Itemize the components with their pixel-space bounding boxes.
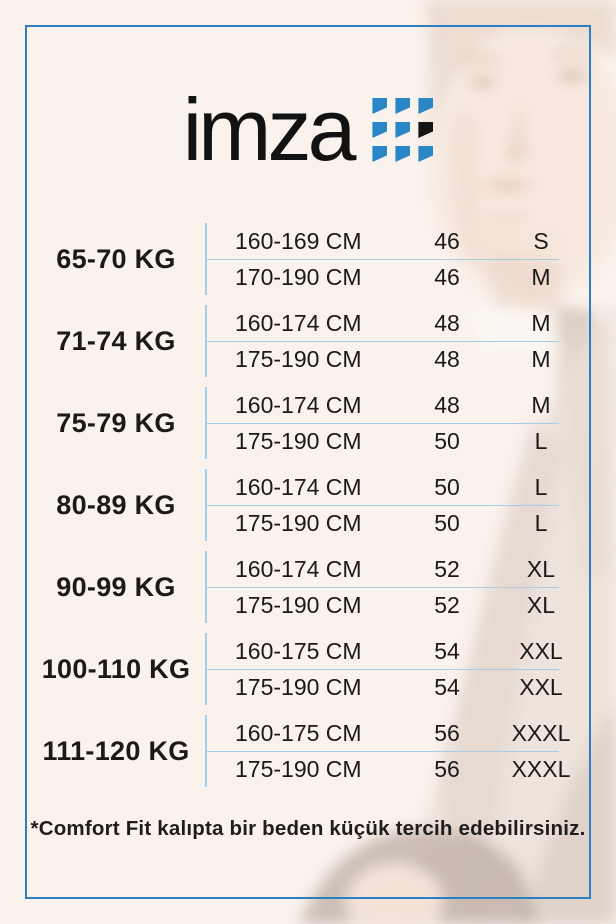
weight-group <box>27 633 589 705</box>
group-rows <box>205 633 589 705</box>
size-number: 46 <box>434 263 460 290</box>
size-number: 46 <box>434 227 460 254</box>
size-number: 48 <box>434 309 460 336</box>
logo-tile-icon <box>372 146 387 162</box>
logo-tile-icon <box>372 122 387 138</box>
size-letter: L <box>534 427 548 454</box>
group-rows <box>205 223 589 295</box>
row-divider <box>207 587 559 588</box>
row-divider <box>207 669 559 670</box>
size-letter: XXXL <box>511 755 571 782</box>
size-number: 52 <box>434 591 460 618</box>
group-rows <box>205 551 589 623</box>
brand-logo-tiles-icon <box>372 98 433 162</box>
size-number: 54 <box>434 673 460 700</box>
height-range: 175-190 CM <box>235 673 362 700</box>
size-number: 50 <box>434 473 460 500</box>
logo-tile-icon <box>418 146 433 162</box>
size-letter: M <box>531 345 551 372</box>
size-number: 56 <box>434 755 460 782</box>
logo-tile-icon <box>395 146 410 162</box>
size-number: 52 <box>434 555 460 582</box>
size-letter: S <box>533 227 549 254</box>
size-number: 48 <box>434 345 460 372</box>
size-row <box>207 305 589 341</box>
size-row <box>207 505 589 541</box>
row-divider <box>207 751 559 752</box>
size-letter: L <box>534 473 548 500</box>
height-range: 160-169 CM <box>235 227 362 254</box>
weight-range-label: 71-74 KG <box>56 325 176 356</box>
size-row <box>207 633 589 669</box>
weight-range-label: 65-70 KG <box>56 243 176 274</box>
size-number: 50 <box>434 427 460 454</box>
size-row <box>207 715 589 751</box>
size-number: 56 <box>434 719 460 746</box>
size-number: 48 <box>434 391 460 418</box>
weight-range-label: 80-89 KG <box>56 489 176 520</box>
size-letter: M <box>531 263 551 290</box>
logo-tile-icon <box>395 122 410 138</box>
size-letter: M <box>531 309 551 336</box>
weight-group <box>27 715 589 787</box>
height-range: 175-190 CM <box>235 591 362 618</box>
group-rows <box>205 469 589 541</box>
group-rows <box>205 387 589 459</box>
comfort-fit-note: *Comfort Fit kalıpta bir beden küçük tercih edebilirsiniz. <box>30 817 586 840</box>
border-frame <box>25 25 591 899</box>
brand-logo <box>182 80 434 180</box>
size-row <box>207 387 589 423</box>
size-chart-table <box>27 223 589 787</box>
logo-tile-icon <box>418 122 433 138</box>
weight-range-label: 75-79 KG <box>56 407 176 438</box>
size-letter: XL <box>526 555 556 582</box>
size-number: 50 <box>434 509 460 536</box>
height-range: 175-190 CM <box>235 755 362 782</box>
weight-group <box>27 469 589 541</box>
size-letter: XXXL <box>511 719 571 746</box>
weight-range-label: 111-120 KG <box>42 735 190 766</box>
size-row <box>207 259 589 295</box>
logo-tile-icon <box>418 98 433 114</box>
row-divider <box>207 259 559 260</box>
size-letter: XL <box>526 591 556 618</box>
height-range: 160-175 CM <box>235 719 362 746</box>
height-range: 160-175 CM <box>235 637 362 664</box>
weight-group <box>27 551 589 623</box>
size-row <box>207 751 589 787</box>
height-range: 160-174 CM <box>235 473 362 500</box>
weight-group <box>27 387 589 459</box>
height-range: 160-174 CM <box>235 391 362 418</box>
height-range: 160-174 CM <box>235 555 362 582</box>
size-row <box>207 423 589 459</box>
logo-tile-icon <box>395 98 410 114</box>
weight-range-label: 90-99 KG <box>56 571 176 602</box>
height-range: 170-190 CM <box>235 263 362 290</box>
weight-range-label: 100-110 KG <box>41 653 191 684</box>
row-divider <box>207 505 559 506</box>
height-range: 175-190 CM <box>235 345 362 372</box>
height-range: 175-190 CM <box>235 509 362 536</box>
size-letter: L <box>534 509 548 536</box>
size-row <box>207 587 589 623</box>
height-range: 175-190 CM <box>235 427 362 454</box>
group-rows <box>205 715 589 787</box>
size-letter: XXL <box>519 637 563 664</box>
weight-group <box>27 305 589 377</box>
size-row <box>207 223 589 259</box>
brand-logo-text: imza <box>182 80 353 180</box>
size-row <box>207 551 589 587</box>
logo-tile-icon <box>372 98 387 114</box>
weight-group <box>27 223 589 295</box>
size-letter: XXL <box>519 673 563 700</box>
size-row <box>207 341 589 377</box>
size-number: 54 <box>434 637 460 664</box>
size-letter: M <box>531 391 551 418</box>
size-row <box>207 469 589 505</box>
size-row <box>207 669 589 705</box>
row-divider <box>207 423 559 424</box>
group-rows <box>205 305 589 377</box>
height-range: 160-174 CM <box>235 309 362 336</box>
row-divider <box>207 341 559 342</box>
